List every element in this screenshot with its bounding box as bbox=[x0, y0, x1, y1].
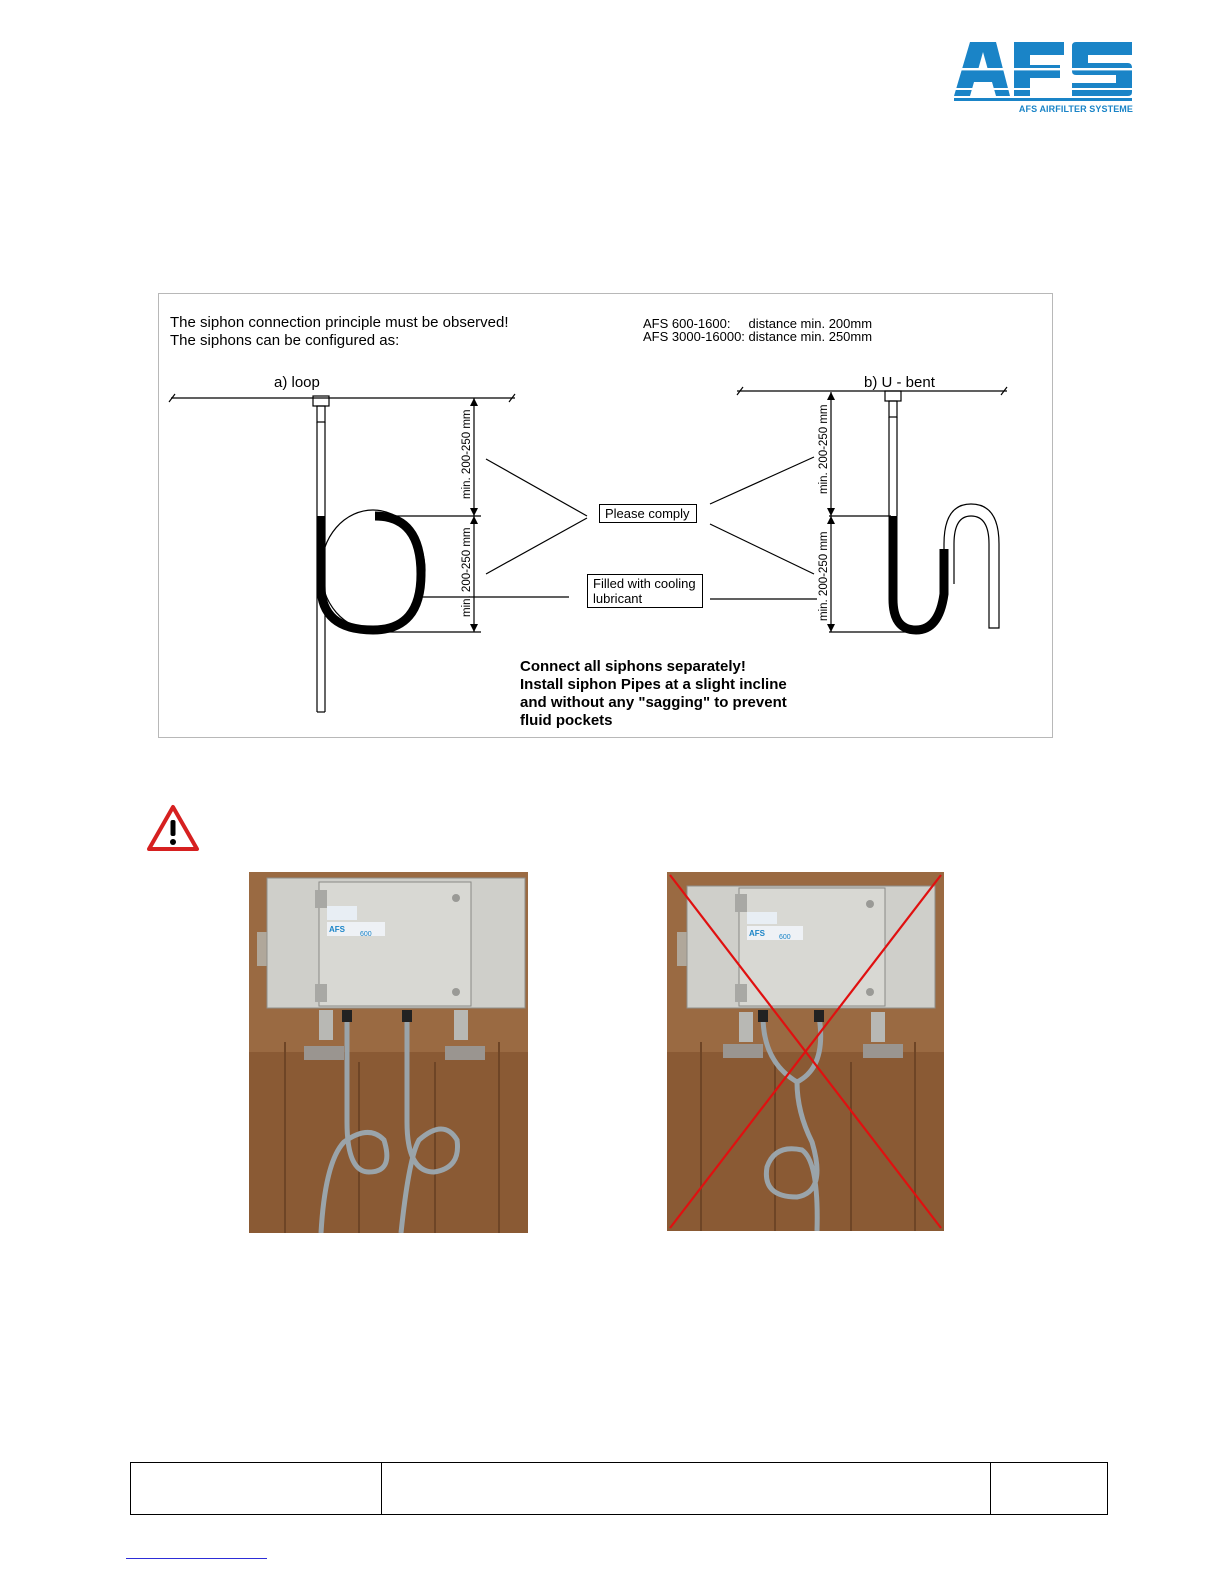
note-line-3: and without any "sagging" to prevent bbox=[520, 694, 787, 711]
callout-please-comply bbox=[599, 504, 697, 523]
callout-filled-line-1: Filled with cooling bbox=[593, 576, 696, 591]
badge-600-wrong: 600 bbox=[779, 934, 791, 941]
badge-600-correct: 600 bbox=[360, 931, 372, 938]
intro-line-2: The siphons can be configured as: bbox=[170, 332, 400, 349]
warning-icon bbox=[146, 804, 200, 852]
callout-filled-line-2: lubricant bbox=[593, 591, 643, 606]
siphon-diagram bbox=[158, 293, 1053, 738]
label-u-bent: b) U - bent bbox=[864, 374, 935, 391]
label-loop: a) loop bbox=[274, 374, 320, 391]
logo-tagline: AFS AIRFILTER SYSTEME bbox=[1018, 104, 1133, 114]
intro-line-1: The siphon connection principle must be observed! bbox=[170, 314, 509, 331]
note-line-4: fluid pockets bbox=[520, 712, 613, 729]
callout-please-comply-text: Please comply bbox=[605, 506, 690, 521]
dim-label-right-top: min. 200-250 mm bbox=[818, 404, 830, 494]
callout-filled-lubricant bbox=[587, 574, 703, 608]
footer-cell-left bbox=[131, 1463, 382, 1515]
photo-wrong-installation bbox=[667, 872, 944, 1231]
dim-label-left-bottom: min. 200-250 mm bbox=[461, 527, 473, 617]
footer-table bbox=[130, 1462, 1108, 1515]
note-line-1: Connect all siphons separately! bbox=[520, 658, 746, 675]
svg-text:AFS: AFS bbox=[749, 929, 765, 938]
photo-correct-installation bbox=[249, 872, 528, 1233]
spec-line-1: AFS 600-1600: distance min. 200mm bbox=[643, 316, 873, 331]
dim-label-left-top: min. 200-250 mm bbox=[461, 409, 473, 499]
dim-label-right-bottom: min. 200-250 mm bbox=[818, 531, 830, 621]
footer-link-underline[interactable] bbox=[126, 1558, 267, 1559]
footer-cell-middle bbox=[382, 1463, 991, 1515]
svg-text:AFS: AFS bbox=[329, 925, 345, 934]
footer-cell-right bbox=[991, 1463, 1108, 1515]
note-line-2: Install siphon Pipes at a slight incline bbox=[520, 676, 787, 693]
spec-line-2: AFS 3000-16000: distance min. 250mm bbox=[643, 329, 873, 344]
